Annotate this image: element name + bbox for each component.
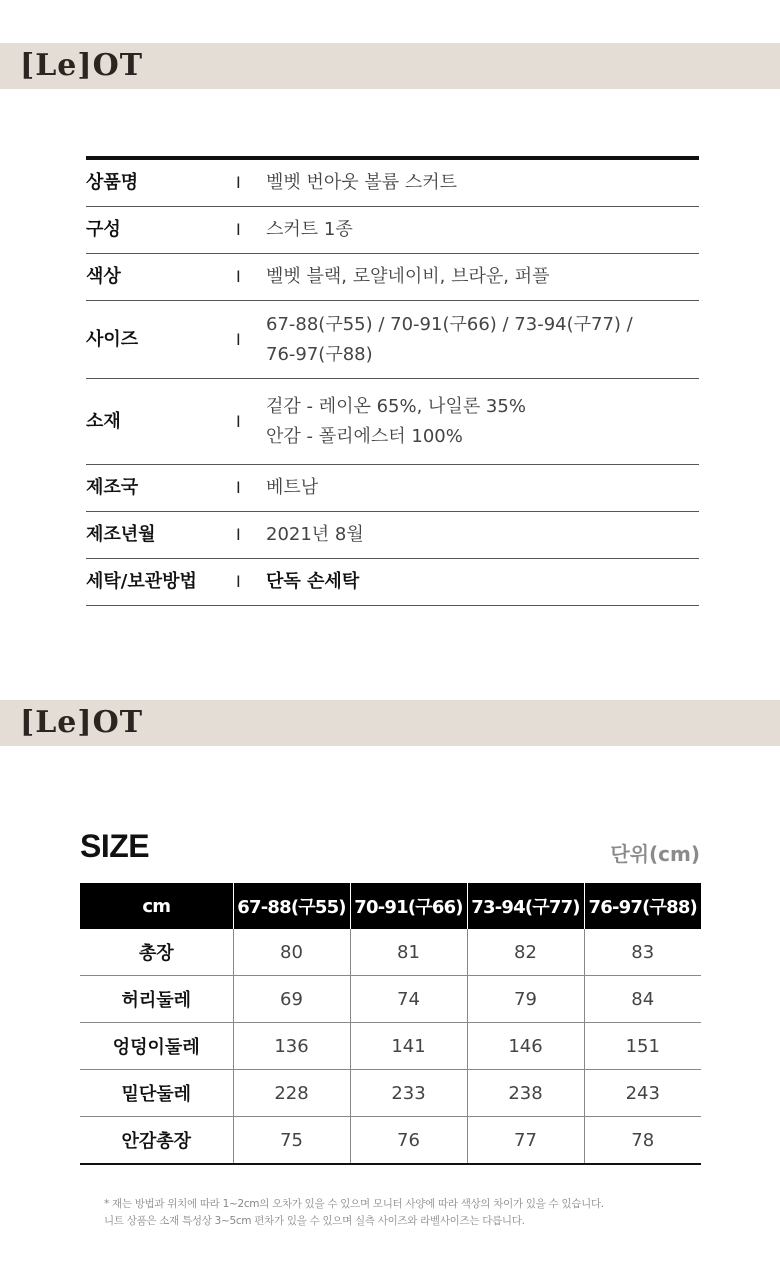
info-label: 구성 <box>86 219 121 240</box>
info-value <box>266 392 699 452</box>
info-label: 색상 <box>86 266 121 287</box>
table-row <box>80 1117 701 1165</box>
table-cell: 81 <box>350 929 467 976</box>
brand-banner-bottom <box>0 700 780 746</box>
info-row-name <box>86 160 699 207</box>
table-cell: 77 <box>467 1117 584 1165</box>
brand-banner-top <box>0 43 780 89</box>
info-separator: I <box>236 478 241 497</box>
info-label: 사이즈 <box>86 328 139 350</box>
table-row <box>80 976 701 1023</box>
row-label: 안감총장 <box>80 1117 233 1165</box>
table-cell: 83 <box>584 929 701 976</box>
info-label: 세탁/보관방법 <box>86 571 197 592</box>
info-row-care <box>86 559 699 606</box>
table-cell: 84 <box>584 976 701 1023</box>
table-cell: 151 <box>584 1023 701 1070</box>
table-cell: 80 <box>233 929 350 976</box>
info-label: 상품명 <box>86 172 139 193</box>
header-cell: 70-91(구66) <box>350 883 467 929</box>
info-separator: I <box>236 267 241 286</box>
table-cell: 238 <box>467 1070 584 1117</box>
size-header-row <box>80 883 701 929</box>
info-value: 벨벳 블랙, 로얄네이비, 브라운, 퍼플 <box>266 266 550 287</box>
header-cell: 67-88(구55) <box>233 883 350 929</box>
table-cell: 76 <box>350 1117 467 1165</box>
info-row-country <box>86 465 699 512</box>
info-value: 2021년 8월 <box>266 524 364 545</box>
info-value-line: 겉감 - 레이온 65%, 나일론 35% <box>266 395 526 417</box>
table-cell: 74 <box>350 976 467 1023</box>
info-row-size <box>86 301 699 379</box>
table-cell: 146 <box>467 1023 584 1070</box>
size-title: SIZE <box>80 828 150 864</box>
table-cell: 141 <box>350 1023 467 1070</box>
info-separator: I <box>236 572 241 591</box>
info-row-material <box>86 379 699 465</box>
info-value: 벨벳 번아웃 볼륨 스커트 <box>266 172 458 193</box>
info-separator: I <box>236 173 241 192</box>
table-cell: 75 <box>233 1117 350 1165</box>
info-value: 스커트 1종 <box>266 219 353 240</box>
table-row <box>80 929 701 976</box>
table-cell: 69 <box>233 976 350 1023</box>
note-line: 니트 상품은 소재 특성상 3~5cm 편차가 있을 수 있으며 실측 사이즈와 라벨사이즈는 다릅니다. <box>104 1215 525 1227</box>
row-label: 엉덩이둘레 <box>80 1023 233 1070</box>
table-row <box>80 1023 701 1070</box>
info-value <box>266 310 699 370</box>
table-cell: 78 <box>584 1117 701 1165</box>
size-notes <box>104 1196 604 1230</box>
header-cell: cm <box>80 883 233 929</box>
row-label: 허리둘레 <box>80 976 233 1023</box>
table-cell: 82 <box>467 929 584 976</box>
table-cell: 233 <box>350 1070 467 1117</box>
table-cell: 228 <box>233 1070 350 1117</box>
brand-logo: [Le]OT <box>20 48 144 83</box>
table-row <box>80 1070 701 1117</box>
info-label: 제조국 <box>86 477 139 498</box>
brand-logo: [Le]OT <box>20 705 144 740</box>
info-row-manufacture-date <box>86 512 699 559</box>
info-separator: I <box>236 525 241 544</box>
info-label: 제조년월 <box>86 524 156 545</box>
header-cell: 73-94(구77) <box>467 883 584 929</box>
info-value: 단독 손세탁 <box>266 571 360 592</box>
info-separator: I <box>236 220 241 239</box>
info-row-color <box>86 254 699 301</box>
table-cell: 243 <box>584 1070 701 1117</box>
header-cell: 76-97(구88) <box>584 883 701 929</box>
size-unit: 단위(cm) <box>610 842 700 866</box>
note-line: * 재는 방법과 위치에 따라 1~2cm의 오차가 있을 수 있으며 모니터 사양에 따라 색상의 차이가 있을 수 있습니다. <box>104 1198 604 1210</box>
row-label: 총장 <box>80 929 233 976</box>
row-label: 밑단둘레 <box>80 1070 233 1117</box>
size-table <box>80 883 701 1165</box>
table-cell: 79 <box>467 976 584 1023</box>
info-separator: I <box>236 329 241 349</box>
info-row-composition <box>86 207 699 254</box>
info-value-line: 안감 - 폴리에스터 100% <box>266 425 463 447</box>
info-separator: I <box>236 411 241 431</box>
product-info-table <box>86 156 699 606</box>
info-label: 소재 <box>86 410 121 432</box>
info-value-line: 76-97(구88) <box>266 343 373 365</box>
info-value-line: 67-88(구55) / 70-91(구66) / 73-94(구77) / <box>266 313 633 335</box>
info-value: 베트남 <box>266 477 319 498</box>
table-cell: 136 <box>233 1023 350 1070</box>
